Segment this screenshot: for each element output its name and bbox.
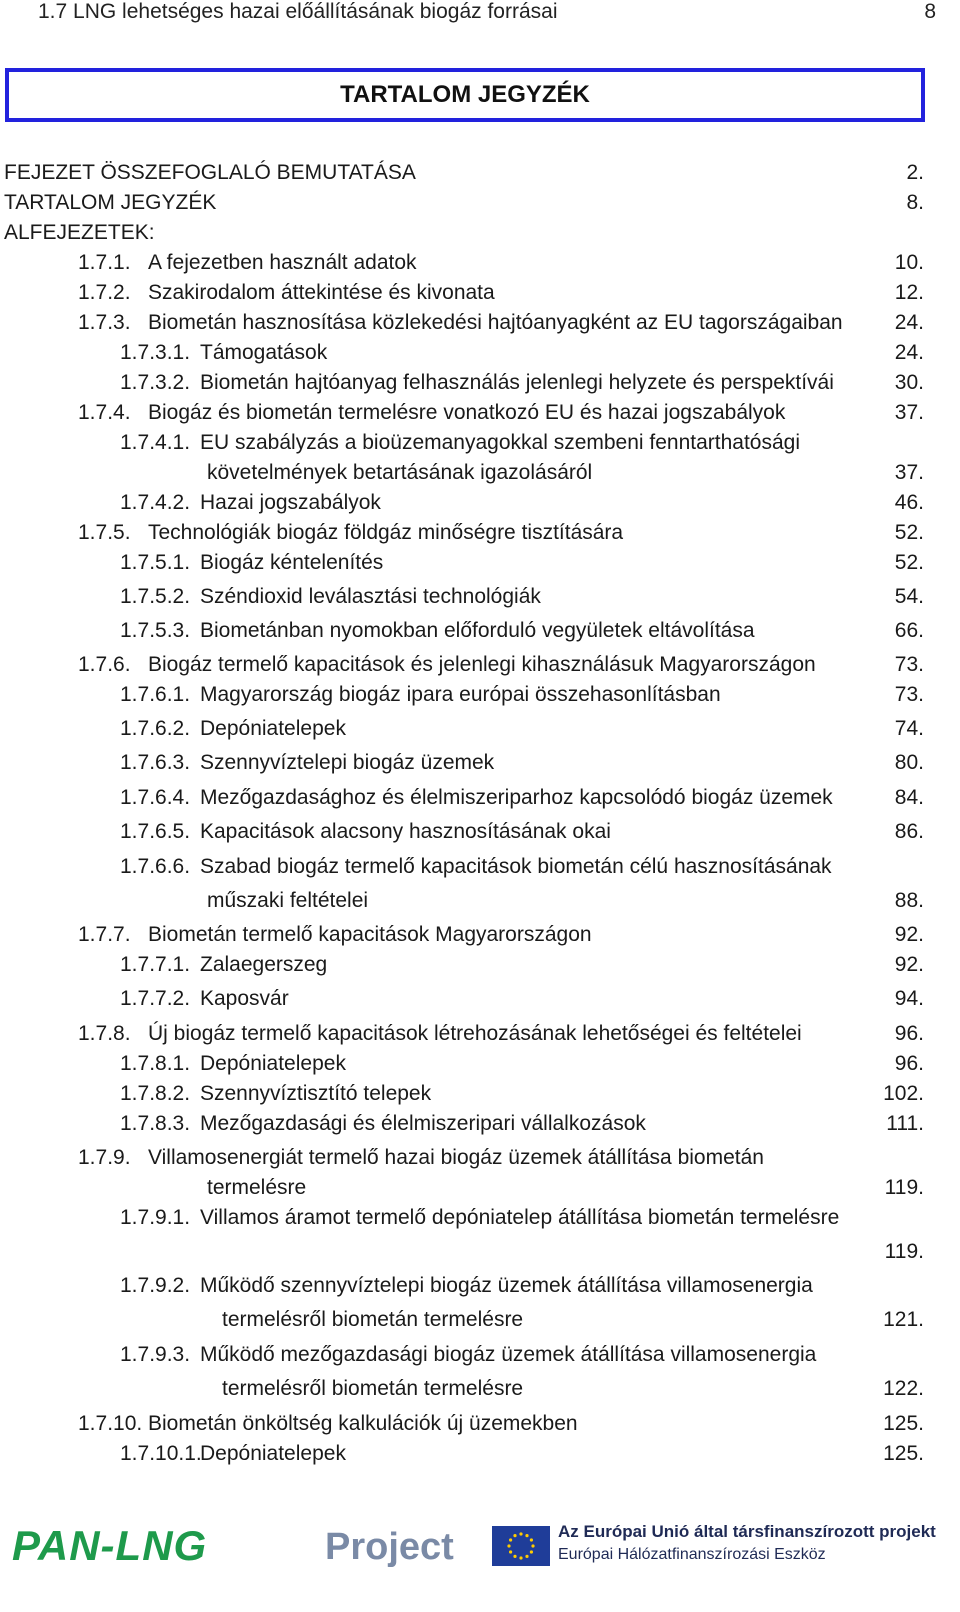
toc-entry-page: 125.: [883, 1412, 924, 1435]
toc-entry-number: 1.7.6.1.: [120, 683, 191, 706]
toc-entry-number: 1.7.5.: [78, 521, 131, 544]
toc-entry-page: 84.: [894, 786, 924, 809]
toc-entry-title: Zalaegerszeg: [200, 953, 328, 976]
toc-entry-title: Szennyvíztisztító telepek: [200, 1082, 432, 1105]
toc-entry-number: 1.7.9.2.: [120, 1274, 191, 1297]
toc-entry-page: 37.: [894, 461, 924, 484]
toc-entry-title: Magyarország biogáz ipara európai összehasonlításban: [200, 683, 721, 706]
toc-entry-page: 96.: [894, 1022, 924, 1045]
toc-entry-page: 12.: [894, 281, 924, 304]
toc-entry-title: Széndioxid leválasztási technológiák: [200, 585, 541, 608]
toc-entry-title: Kaposvár: [200, 987, 289, 1010]
toc-entry-number: 1.7.7.2.: [120, 987, 191, 1010]
toc-entry-number: 1.7.6.6.: [120, 855, 191, 878]
toc-entry-title: Biometánban nyomokban előforduló vegyületek eltávolítása: [200, 619, 755, 642]
toc-entry-title: Biometán termelő kapacitások Magyarországon: [148, 923, 592, 946]
toc-entry-title: Szabad biogáz termelő kapacitások biometán célú hasznosításának: [200, 855, 832, 878]
toc-entry-title: Támogatások: [200, 341, 328, 364]
toc-entry-number: 1.7.8.2.: [120, 1082, 191, 1105]
toc-entry-title: Biogáz kéntelenítés: [200, 551, 384, 574]
toc-entry-title: Biometán hasznosítása közlekedési hajtóanyagként az EU tagországaiban: [148, 311, 843, 334]
toc-entry-number: 1.7.8.: [78, 1022, 131, 1045]
footer: [0, 1500, 960, 1600]
toc-entry-page: 86.: [894, 820, 924, 843]
toc-entry-number: 1.7.9.: [78, 1146, 131, 1169]
toc-entry-page: 122.: [883, 1377, 924, 1400]
toc-entry-page: 10.: [894, 251, 924, 274]
toc-entry-page: 52.: [894, 551, 924, 574]
toc-entry-title: ALFEJEZETEK:: [4, 221, 155, 244]
toc-entry-title: Depóniatelepek: [200, 1052, 346, 1075]
toc-entry-page: 92.: [894, 953, 924, 976]
toc-entry-number: 1.7.3.1.: [120, 341, 191, 364]
toc-entry-title: termelésre: [207, 1176, 307, 1199]
toc-entry-title: A fejezetben használt adatok: [148, 251, 417, 274]
toc-entry-number: 1.7.2.: [78, 281, 131, 304]
toc-entry-title: Biometán önköltség kalkulációk új üzemekben: [148, 1412, 578, 1435]
toc-entry-number: 1.7.10.: [78, 1412, 143, 1435]
toc-entry-number: 1.7.5.1.: [120, 551, 191, 574]
toc-entry-title: Depóniatelepek: [200, 1442, 346, 1465]
toc-entry-number: 1.7.5.3.: [120, 619, 191, 642]
toc-entry-number: 1.7.9.3.: [120, 1343, 191, 1366]
toc-entry-title: Biogáz termelő kapacitások és jelenlegi kihasználásuk Magyarországon: [148, 653, 816, 676]
toc-entry-title: TARTALOM JEGYZÉK: [4, 191, 217, 214]
toc-entry-page: 24.: [894, 341, 924, 364]
toc-entry-number: 1.7.6.5.: [120, 820, 191, 843]
toc-entry-number: 1.7.8.1.: [120, 1052, 191, 1075]
toc-entry-title: Működő szennyvíztelepi biogáz üzemek átállítása villamosenergia: [200, 1274, 813, 1297]
toc-entry-number: 1.7.6.3.: [120, 751, 191, 774]
toc-entry-number: 1.7.7.1.: [120, 953, 191, 976]
toc-entry-page: 30.: [894, 371, 924, 394]
toc-entry-number: 1.7.1.: [78, 251, 131, 274]
toc-entry-page: 80.: [894, 751, 924, 774]
toc-entry-number: 1.7.6.: [78, 653, 131, 676]
toc-heading: TARTALOM JEGYZÉK: [340, 81, 590, 108]
toc-entry-title: Biogáz és biometán termelésre vonatkozó EU és hazai jogszabályok: [148, 401, 786, 424]
toc-entry-title: műszaki feltételei: [207, 889, 369, 912]
toc-entry-title: FEJEZET ÖSSZEFOGLALÓ BEMUTATÁSA: [4, 161, 416, 184]
toc-entry-number: 1.7.6.2.: [120, 717, 191, 740]
toc-entry-number: 1.7.3.2.: [120, 371, 191, 394]
page-header: [0, 0, 960, 28]
toc-entry-number: 1.7.4.1.: [120, 431, 191, 454]
toc-entry-page: 94.: [894, 987, 924, 1010]
toc-entry-title: Villamos áramot termelő depóniatelep átállítása biometán termelésre: [200, 1206, 840, 1229]
toc-entry-title: Mezőgazdasághoz és élelmiszeriparhoz kapcsolódó biogáz üzemek: [200, 786, 833, 809]
header-title: 1.7 LNG lehetséges hazai előállításának biogáz forrásai: [38, 0, 558, 23]
toc-entry-page: 46.: [894, 491, 924, 514]
toc-entry-title: Biometán hajtóanyag felhasználás jelenlegi helyzete és perspektívái: [200, 371, 834, 394]
toc-entry-title: Mezőgazdasági és élelmiszeripari vállalkozások: [200, 1112, 646, 1135]
eu-flag-icon: [492, 1526, 550, 1566]
toc-entry-number: 1.7.5.2.: [120, 585, 191, 608]
toc-entry-page: 119.: [884, 1176, 924, 1199]
toc-entry-title: Technológiák biogáz földgáz minőségre tisztítására: [148, 521, 624, 544]
toc-entry-number: 1.7.4.2.: [120, 491, 191, 514]
header-page-number: 8: [924, 0, 936, 23]
toc-entry-page: 8.: [906, 191, 924, 214]
toc-entry-number: 1.7.8.3.: [120, 1112, 191, 1135]
toc-entry-title: Működő mezőgazdasági biogáz üzemek átállítása villamosenergia: [200, 1343, 817, 1366]
toc-entry-page: 111.: [886, 1112, 924, 1135]
toc-entry-title: EU szabályzás a bioüzemanyagokkal szembeni fenntarthatósági: [200, 431, 801, 454]
toc-entry-title: termelésről biometán termelésre: [222, 1377, 524, 1400]
toc-entry-page: 88.: [894, 889, 924, 912]
toc-entry-page: 96.: [894, 1052, 924, 1075]
toc-entry-page: 73.: [894, 653, 924, 676]
toc-entry-page: 119.: [884, 1240, 924, 1263]
toc-entry-page: 121.: [883, 1308, 924, 1331]
toc-entry-page: 54.: [894, 585, 924, 608]
toc-entry-page: 24.: [894, 311, 924, 334]
toc-entry-page: 2.: [906, 161, 924, 184]
toc-entry-page: 92.: [894, 923, 924, 946]
toc-entry-title: követelmények betartásának igazolásáról: [207, 461, 593, 484]
toc-entry-page: 52.: [894, 521, 924, 544]
toc-entry-number: 1.7.3.: [78, 311, 131, 334]
eu-cofinanced-text: Az Európai Unió által társfinanszírozott projekt: [558, 1522, 936, 1541]
toc-entry-title: Hazai jogszabályok: [200, 491, 381, 514]
pan-lng-logo: PAN-LNG: [12, 1522, 208, 1569]
project-logo-text: Project: [325, 1526, 454, 1568]
toc-heading-box: [5, 68, 925, 122]
toc-entry-number: 1.7.6.4.: [120, 786, 191, 809]
toc-entry-page: 125.: [883, 1442, 924, 1465]
toc-entry-title: Szennyvíztelepi biogáz üzemek: [200, 751, 495, 774]
toc-entry-number: 1.7.7.: [78, 923, 131, 946]
toc-entry-number: 1.7.9.1.: [120, 1206, 191, 1229]
toc-entry-title: Szakirodalom áttekintése és kivonata: [148, 281, 495, 304]
toc-entry-title: Depóniatelepek: [200, 717, 346, 740]
toc-entry-title: Kapacitások alacsony hasznosításának okai: [200, 820, 611, 843]
toc-entry-number: 1.7.4.: [78, 401, 131, 424]
toc-entry-title: Új biogáz termelő kapacitások létrehozásának lehetőségei és feltételei: [148, 1022, 802, 1045]
eu-facility-text: Európai Hálózatfinanszírozási Eszköz: [558, 1546, 826, 1563]
toc-entry-page: 74.: [894, 717, 924, 740]
toc-entry-page: 102.: [883, 1082, 924, 1105]
toc-entry-number: 1.7.10.1.: [120, 1442, 202, 1465]
toc-entry-page: 66.: [894, 619, 924, 642]
toc-entry-title: termelésről biometán termelésre: [222, 1308, 524, 1331]
toc-entry-title: Villamosenergiát termelő hazai biogáz üzemek átállítása biometán: [148, 1146, 764, 1169]
toc-entry-page: 37.: [894, 401, 924, 424]
toc-entry-page: 73.: [894, 683, 924, 706]
